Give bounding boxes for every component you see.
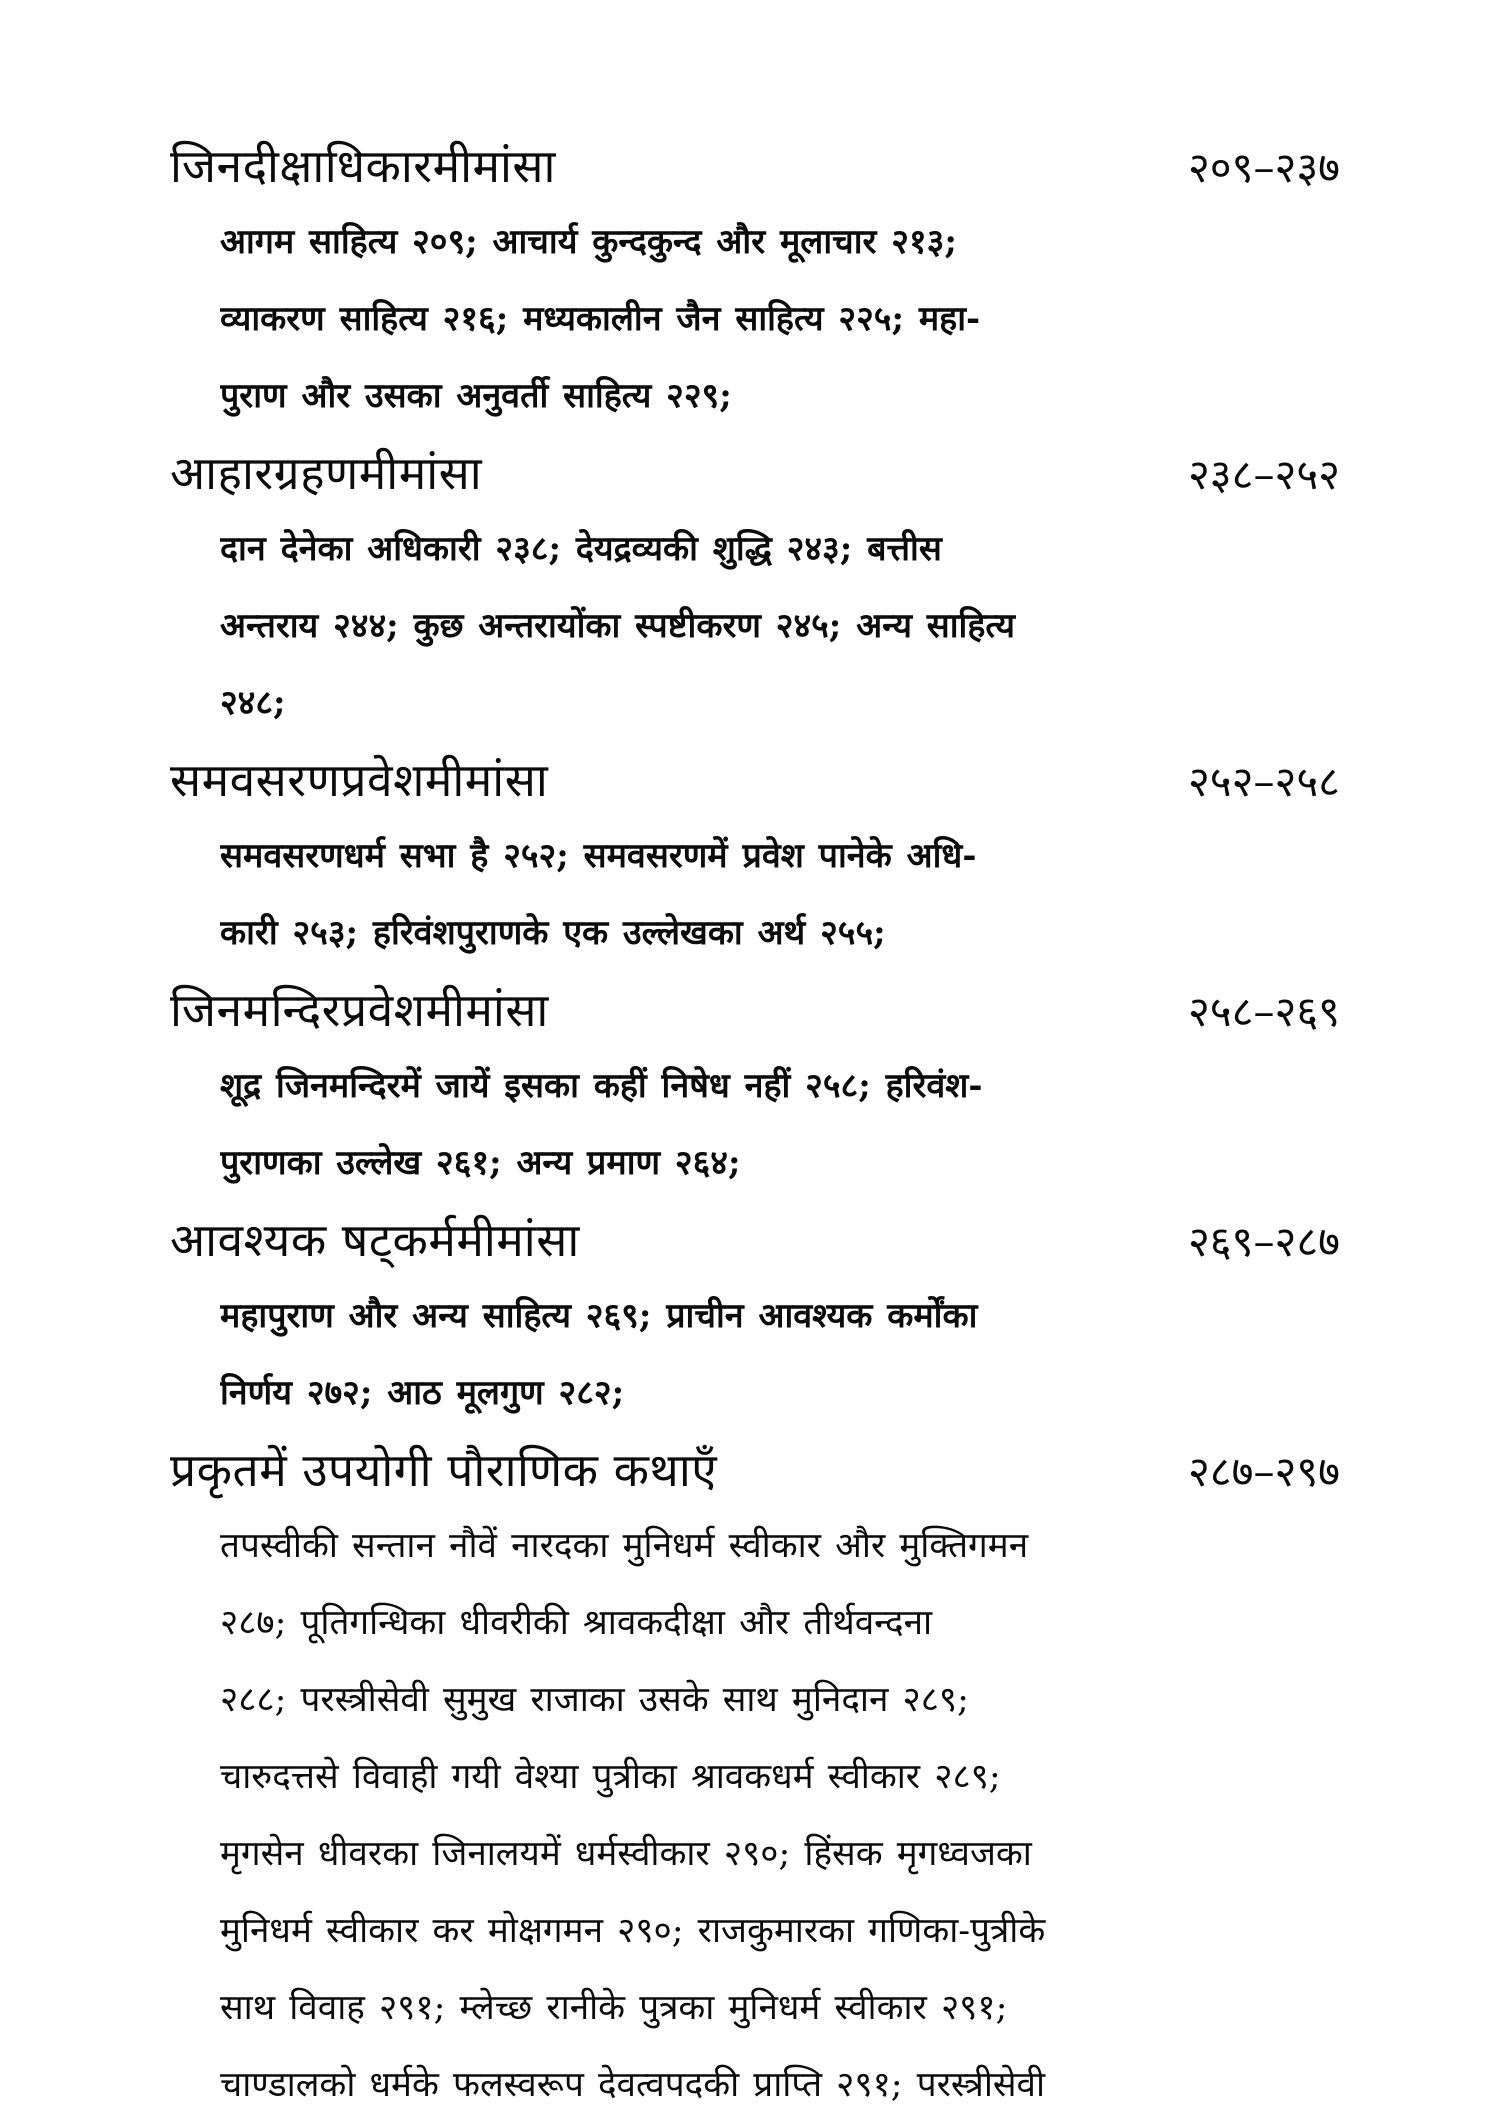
contents-line: आगम साहित्य २०९; आचार्य कुन्दकुन्द और मूलाचार २१३; (220, 222, 957, 262)
contents-line: कारी २५३; हरिवंशपुराणके एक उल्लेखका अर्थ २५५; (220, 913, 886, 953)
section-heading-row (170, 128, 1340, 204)
section-heading-row (170, 435, 1340, 511)
section-contents (220, 204, 1340, 435)
toc-section (170, 1202, 1340, 1432)
contents-line: समवसरणधर्म सभा है २५२; समवसरणमें प्रवेश पानेके अधि- (220, 836, 977, 876)
section-title: जिनमन्दिरप्रवेशमीमांसा (170, 983, 549, 1037)
toc-section (170, 742, 1340, 972)
section-title: जिनदीक्षाधिकारमीमांसा (170, 139, 556, 193)
contents-line: व्याकरण साहित्य २१६; मध्यकालीन जैन साहित्य २२५; महा- (220, 299, 981, 339)
contents-line: २८७; पूतिगन्धिका धीवरीकी श्रावकदीक्षा और तीर्थवन्दना (220, 1603, 933, 1643)
contents-line: चाण्डालको धर्मके फलस्वरूप देवत्वपदकी प्राप्ति २९१; परस्त्रीसेवी (220, 2065, 1046, 2105)
section-title: आवश्यक षट्कर्ममीमांसा (170, 1213, 580, 1267)
contents-line: महापुराण और अन्य साहित्य २६९; प्राचीन आवश्यक कर्मोंका (220, 1296, 978, 1336)
section-contents (220, 1278, 1340, 1432)
section-page-range: २३८–२५२ (1187, 450, 1340, 499)
section-heading-row (170, 742, 1340, 818)
section-heading-row (170, 1202, 1340, 1278)
section-page-range: २५८–२६९ (1187, 987, 1340, 1036)
contents-line: चारुदत्तसे विवाही गयी वेश्या पुत्रीका श्रावकधर्म स्वीकार २८९; (220, 1757, 1001, 1797)
contents-line: २४८; (220, 683, 286, 723)
contents-line: शूद्र जिनमन्दिरमें जायें इसका कहीं निषेध नहीं २५८; हरिवंश- (220, 1066, 983, 1106)
toc-section (170, 1432, 1340, 2124)
section-contents (220, 1048, 1340, 1202)
contents-line: पुराण और उसका अनुवर्ती साहित्य २२९; (220, 376, 732, 416)
table-of-contents (170, 128, 1340, 2124)
section-title: प्रकृतमें उपयोगी पौराणिक कथाएँ (170, 1443, 718, 1497)
section-heading-row (170, 1432, 1340, 1508)
section-page-range: २८७–२९७ (1187, 1447, 1340, 1496)
toc-section (170, 435, 1340, 742)
contents-line: २८८; परस्त्रीसेवी सुमुख राजाका उसके साथ मुनिदान २८९; (220, 1680, 969, 1720)
toc-section (170, 128, 1340, 435)
section-title: आहारग्रहणमीमांसा (170, 446, 483, 500)
contents-line: मुनिधर्म स्वीकार कर मोक्षगमन २९०; राजकुमारका गणिका-पुत्रीके (220, 1911, 1046, 1951)
section-contents (220, 511, 1340, 742)
contents-line: दान देनेका अधिकारी २३८; देयद्रव्यकी शुद्धि २४३; बत्तीस (220, 529, 942, 569)
contents-line: साथ विवाह २९१; म्लेच्छ रानीके पुत्रका मुनिधर्म स्वीकार २९१; (220, 1988, 1008, 2028)
section-page-range: २०९–२३७ (1187, 143, 1340, 192)
section-heading-row (170, 972, 1340, 1048)
contents-line: पुराणका उल्लेख २६१; अन्य प्रमाण २६४; (220, 1143, 741, 1183)
toc-section (170, 972, 1340, 1202)
section-contents (220, 818, 1340, 972)
contents-line: तपस्वीकी सन्तान नौवें नारदका मुनिधर्म स्वीकार और मुक्तिगमन (220, 1526, 1029, 1566)
contents-line: मृगसेन धीवरका जिनालयमें धर्मस्वीकार २९०; हिंसक मृगध्वजका (220, 1834, 1032, 1874)
section-title: समवसरणप्रवेशमीमांसा (170, 753, 549, 807)
section-page-range: २५२–२५८ (1187, 757, 1340, 806)
section-contents (220, 1508, 1340, 2124)
contents-line: निर्णय २७२; आठ मूलगुण २८२; (220, 1373, 625, 1413)
section-page-range: २६९–२८७ (1187, 1217, 1340, 1266)
contents-line: अन्तराय २४४; कुछ अन्तरायोंका स्पष्टीकरण २४५; अन्य साहित्य (220, 606, 1015, 646)
